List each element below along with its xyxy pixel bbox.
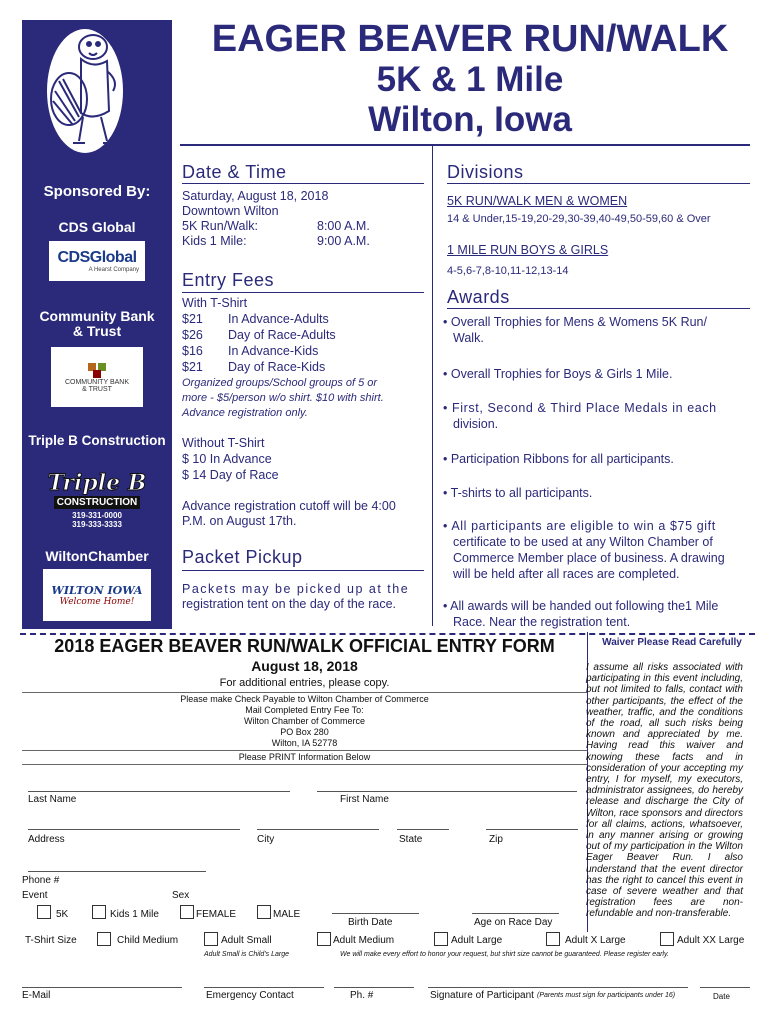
emergency-line[interactable] (204, 987, 324, 988)
title-line-2: 5K & 1 Mile (376, 60, 564, 99)
without-fee-2: $ 14 Day of Race (182, 468, 279, 482)
bank-logo-l2: & TRUST (82, 386, 112, 393)
column-divider (432, 146, 433, 626)
size-adult-xxl-checkbox[interactable] (660, 932, 674, 946)
division-1mile-ages: 4-5,6-7,8-10,11-12,13-14 (447, 265, 569, 277)
ph-label: Ph. # (350, 990, 374, 1001)
award-6-l4: will be held after all races are completed. (453, 567, 680, 581)
entry-fees-rule (182, 292, 424, 293)
sig-date-label: Date (713, 992, 730, 1001)
sex-label: Sex (172, 890, 190, 901)
triple-b-logo-l3: 319-331-0000 (72, 510, 122, 520)
award-3-l1: • First, Second & Third Place Medals in each (443, 401, 717, 415)
state-line[interactable] (397, 829, 449, 830)
sex-male-label: MALE (273, 909, 301, 920)
run-5k-label: 5K Run/Walk: (182, 219, 258, 233)
date-time-rule (182, 183, 424, 184)
first-name-label: First Name (340, 794, 389, 805)
size-adult-xxl-label: Adult XX Large (677, 935, 745, 946)
cutoff-note-l2: P.M. on August 17th. (182, 514, 297, 528)
event-5k-checkbox[interactable] (37, 905, 51, 919)
shirt-size-label: T-Shirt Size (25, 935, 77, 946)
award-4: • Participation Ribbons for all participants. (443, 452, 674, 466)
sponsor-4-name: WiltonChamber (45, 548, 149, 564)
small-size-note: Adult Small is Child's Large (204, 951, 289, 958)
address-line[interactable] (28, 829, 240, 830)
packet-l2: registration tent on the day of the race. (182, 597, 397, 611)
size-child-medium-checkbox[interactable] (97, 932, 111, 946)
group-note-l3: Advance registration only. (182, 407, 308, 419)
signature-line[interactable] (428, 987, 688, 988)
city-line[interactable] (257, 829, 379, 830)
fee-label-1: In Advance-Adults (228, 312, 329, 326)
email-line[interactable] (22, 987, 182, 988)
mascot-panel (23, 21, 171, 161)
address-line-2: PO Box 280 (280, 727, 329, 737)
sponsor-1-name: CDS Global (58, 219, 136, 235)
header-rule (180, 144, 750, 146)
form-date: August 18, 2018 (251, 658, 358, 674)
award-1-l1: • Overall Trophies for Mens & Womens 5K Run/ (443, 315, 707, 329)
date-line[interactable] (700, 987, 750, 988)
form-rule-2 (22, 750, 587, 751)
packet-pickup-heading: Packet Pickup (182, 547, 303, 567)
awards-heading: Awards (447, 287, 510, 307)
form-title: 2018 EAGER BEAVER RUN/WALK OFFICIAL ENTRY FORM (54, 636, 555, 656)
fee-price-3: $16 (182, 344, 203, 358)
packet-l1: Packets may be picked up at the (182, 582, 410, 596)
size-adult-large-label: Adult Large (451, 935, 503, 946)
kids-mile-time: 9:00 A.M. (317, 234, 370, 248)
sponsor-3-name: Triple B Construction (28, 433, 166, 448)
first-name-line[interactable] (317, 791, 577, 792)
award-7-l1: • All awards will be handed out following the1 Mile (443, 599, 719, 613)
awards-rule (447, 308, 750, 309)
sponsor-sidebar (22, 20, 172, 629)
award-1-l2: Walk. (453, 331, 484, 345)
fee-label-3: In Advance-Kids (228, 344, 319, 358)
waiver-heading: Waiver Please Read Carefully (602, 637, 742, 648)
run-5k-time: 8:00 A.M. (317, 219, 370, 233)
fee-price-1: $21 (182, 312, 203, 326)
state-label: State (399, 834, 423, 845)
award-6-l2: certificate to be used at any Wilton Chamber of (453, 535, 713, 549)
fee-price-4: $21 (182, 360, 203, 374)
award-6-l1: • All participants are eligible to win a $75 gift (443, 519, 716, 533)
size-adult-xl-label: Adult X Large (565, 935, 626, 946)
division-5k-ages: 14 & Under,15-19,20-29,30-39,40-49,50-59,60 & Over (447, 213, 711, 225)
sponsored-by-heading: Sponsored By: (43, 183, 151, 200)
group-note-l2: more - $5/person w/o shirt. $10 with shirt. (182, 392, 384, 404)
sex-female-label: FEMALE (196, 909, 237, 920)
form-rule-1 (22, 692, 587, 693)
division-5k: 5K RUN/WALK MEN & WOMEN (447, 194, 628, 208)
bank-logo-l1: COMMUNITY BANK (64, 379, 130, 386)
size-adult-small-label: Adult Small (221, 935, 272, 946)
bank-emblem-icon (86, 361, 108, 379)
city-label: City (257, 834, 275, 845)
size-adult-large-checkbox[interactable] (434, 932, 448, 946)
award-3-l2: division. (453, 417, 499, 431)
wilton-logo-l2: Welcome Home! (59, 596, 135, 607)
cds-logo-text: CDSGlobal (57, 249, 137, 266)
divisions-heading: Divisions (447, 162, 524, 182)
sponsor-2-name-l2: & Trust (72, 323, 122, 339)
triple-b-logo-l4: 319-333-3333 (72, 519, 122, 529)
event-1mile-checkbox[interactable] (92, 905, 106, 919)
print-note: Please PRINT Information Below (238, 752, 371, 762)
size-adult-xl-checkbox[interactable] (546, 932, 560, 946)
divisions-rule (447, 183, 750, 184)
wilton-logo-l1: WILTON IOWA (51, 583, 143, 597)
title-line-3: Wilton, Iowa (368, 100, 572, 139)
division-1mile: 1 MILE RUN BOYS & GIRLS (447, 243, 609, 257)
birth-date-line[interactable] (332, 913, 419, 914)
beaver-mascot-icon (23, 21, 171, 161)
size-guarantee-note: We will make every effort to honor your request, but shirt size cannot be guaranteed. Please register early. (340, 951, 669, 958)
date-time-heading: Date & Time (182, 162, 287, 182)
last-name-line[interactable] (28, 791, 290, 792)
sponsor-2-name-l1: Community Bank (39, 308, 155, 324)
title-line-1: EAGER BEAVER RUN/WALK (211, 18, 729, 60)
community-bank-logo (51, 347, 143, 407)
entry-fees-heading: Entry Fees (182, 270, 275, 290)
kids-mile-label: Kids 1 Mile: (182, 234, 247, 248)
address-line-3: Wilton, IA 52778 (271, 738, 338, 748)
fee-label-4: Day of Race-Kids (228, 360, 326, 374)
sex-female-checkbox[interactable] (180, 905, 194, 919)
sex-male-checkbox[interactable] (257, 905, 271, 919)
event-5k-label: 5K (56, 909, 69, 920)
address-line-1: Wilton Chamber of Commerce (243, 716, 366, 726)
triple-b-logo-l1: Triple B (47, 469, 147, 496)
with-shirt-heading: With T-Shirt (182, 296, 248, 310)
payable-note: Please make Check Payable to Wilton Chamber of Commerce (180, 694, 429, 704)
fee-label-2: Day of Race-Adults (228, 328, 336, 342)
copy-note: For additional entries, please copy. (219, 677, 390, 689)
event-label: Event (22, 890, 48, 901)
triple-b-logo-l2: CONSTRUCTION (54, 496, 141, 509)
email-label: E-Mail (22, 990, 51, 1001)
fee-price-2: $26 (182, 328, 203, 342)
size-adult-small-checkbox[interactable] (204, 932, 218, 946)
zip-label: Zip (489, 834, 503, 845)
phone-line[interactable] (28, 871, 206, 872)
zip-line[interactable] (486, 829, 578, 830)
ph-line[interactable] (334, 987, 414, 988)
event-date: Saturday, August 18, 2018 (182, 189, 329, 203)
age-label: Age on Race Day (474, 917, 553, 928)
without-shirt-heading: Without T-Shirt (182, 436, 265, 450)
wilton-chamber-logo (43, 569, 151, 621)
phone-label: Phone # (22, 875, 60, 886)
award-2: • Overall Trophies for Boys & Girls 1 Mile. (443, 367, 673, 381)
birth-date-label: Birth Date (348, 917, 393, 928)
group-note-l1: Organized groups/School groups of 5 or (182, 377, 378, 389)
signature-note: (Parents must sign for participants under 16) (537, 992, 676, 999)
size-adult-medium-checkbox[interactable] (317, 932, 331, 946)
event-1mile-label: Kids 1 Mile (110, 909, 159, 920)
last-name-label: Last Name (28, 794, 77, 805)
triple-b-logo (43, 457, 151, 541)
signature-label: Signature of Participant (430, 990, 534, 1001)
age-line[interactable] (472, 913, 559, 914)
cds-global-logo (49, 241, 145, 281)
emergency-label: Emergency Contact (206, 990, 294, 1001)
without-fee-1: $ 10 In Advance (182, 452, 272, 466)
mail-note: Mail Completed Entry Fee To: (245, 705, 364, 715)
address-label: Address (28, 834, 65, 845)
packet-rule (182, 570, 424, 571)
event-place: Downtown Wilton (182, 204, 279, 218)
form-rule-3 (22, 764, 587, 765)
size-adult-medium-label: Adult Medium (333, 935, 395, 946)
cutoff-note-l1: Advance registration cutoff will be 4:00 (182, 499, 396, 513)
award-5: • T-shirts to all participants. (443, 486, 593, 500)
size-child-medium-label: Child Medium (117, 935, 179, 946)
award-7-l2: Race. Near the registration tent. (453, 615, 631, 629)
award-6-l3: Commerce Member place of business. A drawing (453, 551, 725, 565)
cds-logo-sub: A Hearst Company (88, 267, 139, 273)
waiver-text: I assume all risks associated with participating in this event including, but not limited to falls, contact with other participants, the effect of the weather, traffic, and the conditions of the road, all such risks being known and appreciated by me. Having read this waiver and knowing these facts and in consideration of your accepting my entry, I for myself, my executors, administrator assignees, do hereby release and discharge the City of Wilton, race sponsors and directors for all claims, actions, whatsoever, in any manner arising or growing out of my participation in the Wilton Eager Beaver Run. I also understand that the event director has the right to cancel this event in case of severe weather and that registration fees are non-refundable and non-transferable. (586, 662, 743, 920)
